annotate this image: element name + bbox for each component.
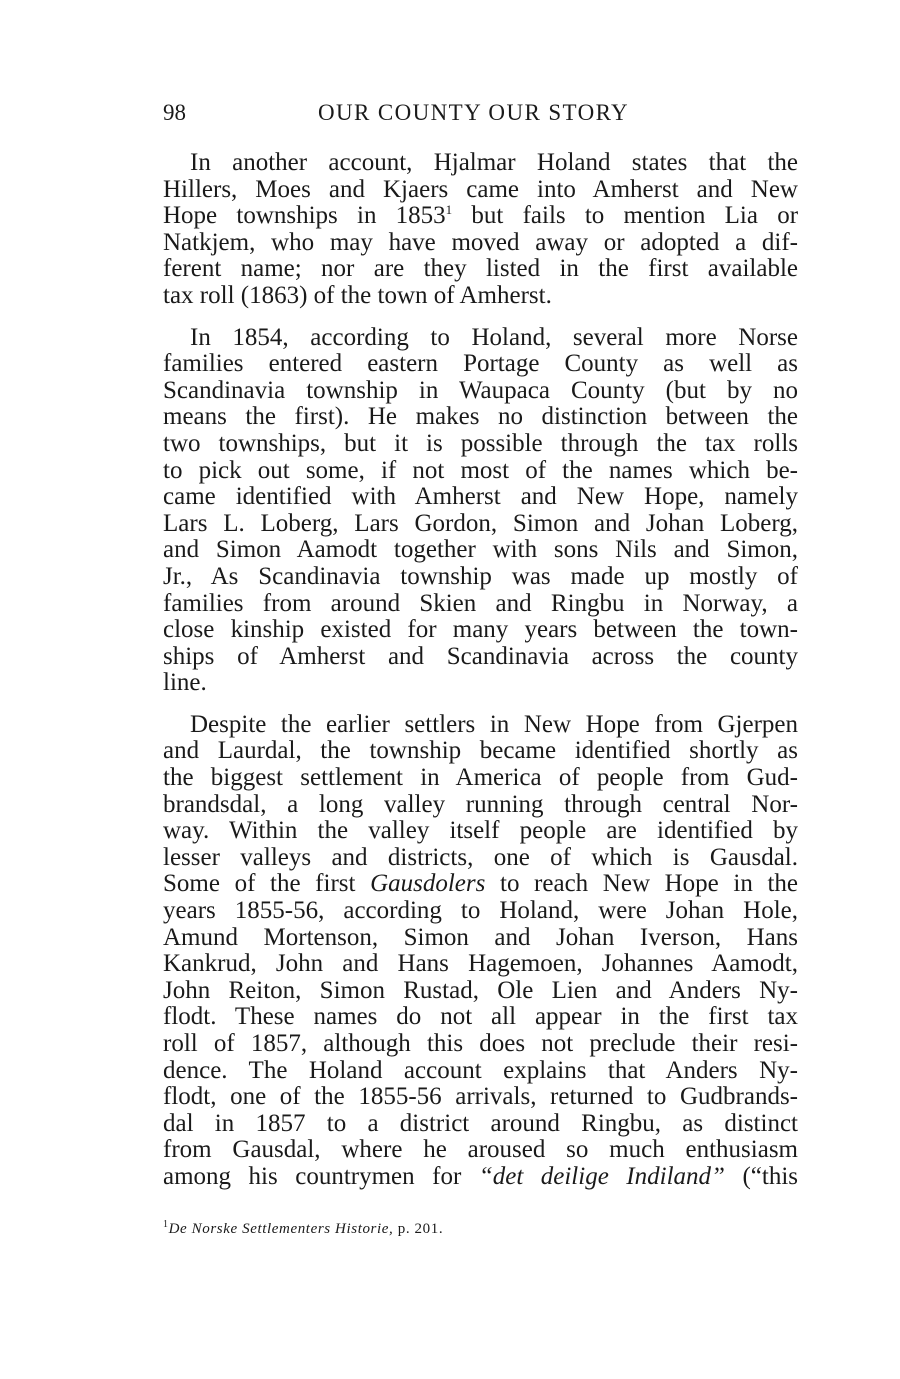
text-line: tax roll (1863) of the town of Amherst. (163, 281, 552, 309)
text-fragment: (“this (724, 1162, 798, 1190)
text-line: Hillers, Moes and Kjaers came into Amherst and New (163, 175, 798, 203)
text-line: In another account, Hjalmar Holand states that the (190, 149, 798, 176)
text-line: lesser valleys and districts, one of which is Gausdal. (163, 843, 798, 871)
text-line: Scandinavia township in Waupaca County (but by no (163, 376, 798, 404)
text-line: from Gausdal, where he aroused so much enthusiasm (163, 1136, 798, 1164)
footnote-mark: 1 (163, 1219, 169, 1230)
running-head (163, 98, 798, 128)
text-line: dence. The Holand account explains that Anders Ny- (163, 1056, 798, 1084)
running-title: OUR COUNTY OUR STORY (318, 100, 630, 125)
footnote-source-title: De Norske Settlementers Historie, (168, 1221, 394, 1237)
text-line: two townships, but it is possible through the tax rolls (163, 429, 798, 457)
text-fragment: Some of the first (163, 870, 371, 898)
text-line (163, 1164, 798, 1191)
text-line: the biggest settlement in America of people from Gud- (163, 764, 798, 792)
text-line: Jr., As Scandinavia township was made up mostly of (163, 562, 798, 590)
text-line: ferent name; nor are they listed in the first available (163, 255, 798, 283)
text-line: brandsdal, a long valley running through central Nor- (163, 790, 798, 818)
text-line: John Reiton, Simon Rustad, Ole Lien and Anders Ny- (163, 976, 798, 1004)
text-line: ships of Amherst and Scandinavia across the county (163, 642, 798, 670)
text-line: way. Within the valley itself people are identified by (163, 817, 798, 845)
text-line: In 1854, according to Holand, several more Norse (190, 323, 798, 351)
body-text (163, 150, 798, 1206)
text-line: families from around Skien and Ringbu in Norway, a (163, 589, 798, 617)
text-fragment: among his countrymen for (163, 1162, 479, 1190)
text-line: came identified with Amherst and New Hope, namely (163, 483, 798, 511)
text-line: Despite the earlier settlers in New Hope from Gjerpen (190, 710, 798, 738)
text-line (163, 871, 798, 898)
italic-term: Gausdolers (370, 870, 486, 898)
text-fragment: Hope townships in 1853 (163, 202, 446, 230)
text-line: flodt, one of the 1855-56 arrivals, returned to Gudbrands- (163, 1083, 798, 1111)
text-line: Amund Mortenson, Simon and Johan Iverson, Hans (163, 923, 798, 951)
text-line: and Laurdal, the township became identified shortly as (163, 737, 798, 765)
paragraph-3 (163, 712, 798, 1191)
page-number: 98 (163, 100, 186, 125)
paragraph-2 (163, 325, 798, 697)
italic-phrase: “det deilige Indiland” (478, 1162, 725, 1190)
text-line: line. (163, 669, 207, 697)
footnote-page-ref: p. 201. (393, 1221, 444, 1237)
text-line: Natkjem, who may have moved away or adopted a dif- (163, 228, 798, 256)
text-line: Kankrud, John and Hans Hagemoen, Johannes Aamodt, (163, 950, 798, 978)
footnote (163, 1219, 798, 1239)
text-fragment: but fails to mention Lia or (471, 202, 799, 230)
text-line (163, 203, 798, 230)
text-line: dal in 1857 to a district around Ringbu, as distinct (163, 1109, 798, 1137)
text-fragment: to reach New Hope in the (485, 870, 798, 898)
text-line: flodt. These names do not all appear in the first tax (163, 1003, 798, 1031)
text-line: to pick out some, if not most of the names which be- (163, 456, 798, 484)
text-line: close kinship existed for many years between the town- (163, 616, 798, 644)
text-line: means the first). He makes no distinction between the (163, 403, 798, 431)
text-line: years 1855-56, according to Holand, were Johan Hole, (163, 897, 798, 925)
text-line: Lars L. Loberg, Lars Gordon, Simon and Johan Loberg, (163, 509, 798, 537)
footnote-reference: 1 (445, 202, 453, 218)
paragraph-1 (163, 150, 798, 310)
text-line: families entered eastern Portage County as well as (163, 350, 798, 378)
text-line: and Simon Aamodt together with sons Nils and Simon, (163, 536, 798, 564)
text-line: roll of 1857, although this does not preclude their resi- (163, 1030, 798, 1057)
